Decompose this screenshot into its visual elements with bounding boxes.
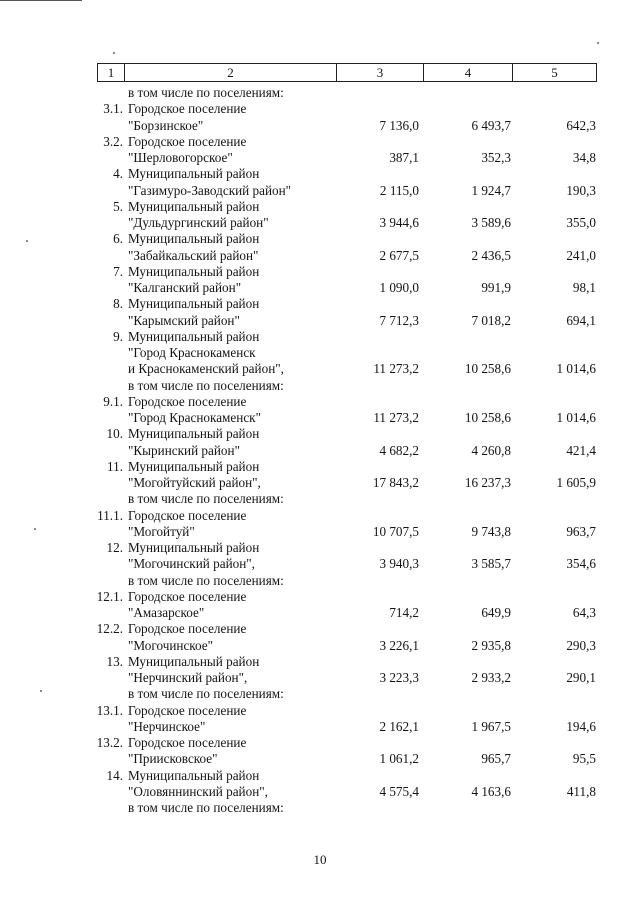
table-row bbox=[0, 638, 640, 654]
column-header-2: 2 bbox=[125, 64, 337, 81]
row-name: Муниципальный район bbox=[128, 198, 260, 214]
row-number: 13.2. bbox=[96, 735, 123, 750]
row-name: "Город Краснокаменск" bbox=[128, 410, 261, 425]
row-name: "Карымский район" bbox=[128, 312, 240, 328]
row-number: 13.1. bbox=[96, 702, 123, 718]
row-value-col3: 2 677,5 bbox=[379, 247, 419, 263]
row-name: Городское поселение bbox=[128, 588, 247, 604]
row-value-col5: 355,0 bbox=[566, 215, 596, 230]
row-value-col4: 16 237,3 bbox=[464, 475, 511, 490]
row-value-col4: 965,7 bbox=[481, 751, 511, 767]
table-row bbox=[0, 85, 640, 101]
row-name: "Могойтуй" bbox=[128, 523, 195, 539]
table-row bbox=[0, 475, 640, 491]
row-name: "Газимуро-Заводский район" bbox=[128, 182, 292, 198]
table-row bbox=[0, 621, 640, 637]
row-value-col5: 95,5 bbox=[572, 751, 596, 767]
row-value-col5: 1 605,9 bbox=[556, 475, 596, 490]
scan-speck bbox=[113, 52, 115, 54]
row-name: Муниципальный район bbox=[128, 328, 260, 344]
column-header-row bbox=[97, 63, 597, 82]
row-value-col4: 2 935,8 bbox=[471, 637, 511, 653]
row-value-col5: 34,8 bbox=[572, 150, 596, 165]
row-name: "Нерчинское" bbox=[128, 718, 206, 734]
row-name: Городское поселение bbox=[128, 621, 247, 637]
row-number: 7. bbox=[113, 263, 123, 279]
table-row bbox=[0, 703, 640, 719]
table-body bbox=[0, 85, 640, 816]
row-value-col4: 2 933,2 bbox=[471, 670, 511, 685]
table-row bbox=[0, 394, 640, 410]
table-row bbox=[0, 361, 640, 377]
table-row bbox=[0, 491, 640, 507]
row-value-col4: 352,3 bbox=[481, 150, 511, 165]
row-value-col5: 354,6 bbox=[566, 556, 596, 572]
row-number: 10. bbox=[106, 426, 123, 442]
row-name: "Забайкальский район" bbox=[128, 247, 259, 263]
row-value-col3: 17 843,2 bbox=[372, 475, 419, 490]
row-value-col5: 963,7 bbox=[566, 523, 596, 539]
row-value-col5: 694,1 bbox=[566, 312, 596, 328]
row-number: 14. bbox=[106, 767, 123, 783]
row-value-col5: 1 014,6 bbox=[556, 361, 596, 377]
table-row bbox=[0, 118, 640, 134]
row-name: Городское поселение bbox=[128, 133, 247, 149]
table-row bbox=[0, 524, 640, 540]
table-row bbox=[0, 556, 640, 572]
row-value-col5: 421,4 bbox=[566, 442, 596, 458]
row-value-col5: 1 014,6 bbox=[556, 410, 596, 425]
table-row bbox=[0, 573, 640, 589]
table-row bbox=[0, 264, 640, 280]
row-name: Муниципальный район bbox=[128, 263, 260, 279]
row-number: 12.1. bbox=[96, 588, 123, 604]
row-value-col3: 7 712,3 bbox=[379, 312, 419, 328]
table-row bbox=[0, 751, 640, 767]
row-value-col3: 1 090,0 bbox=[379, 280, 419, 295]
table-row bbox=[0, 654, 640, 670]
row-value-col3: 714,2 bbox=[389, 605, 419, 620]
row-value-col5: 290,3 bbox=[566, 637, 596, 653]
table-row bbox=[0, 605, 640, 621]
row-number: 3.1. bbox=[103, 101, 123, 117]
row-value-col4: 3 585,7 bbox=[471, 556, 511, 572]
row-name: "Калганский район" bbox=[128, 280, 242, 295]
table-row bbox=[0, 183, 640, 199]
table-row bbox=[0, 800, 640, 816]
row-name: Муниципальный район bbox=[128, 767, 260, 783]
row-value-col3: 3 226,1 bbox=[379, 637, 419, 653]
row-name: в том числе по поселениям: bbox=[128, 491, 284, 507]
table-row bbox=[0, 719, 640, 735]
row-name: Городское поселение bbox=[128, 735, 247, 750]
row-value-col5: 98,1 bbox=[572, 280, 596, 295]
row-value-col5: 411,8 bbox=[566, 783, 596, 799]
row-name: Муниципальный район bbox=[128, 231, 260, 247]
table-row bbox=[0, 329, 640, 345]
row-name: "Город Краснокаменск bbox=[128, 345, 256, 360]
table-row bbox=[0, 686, 640, 702]
row-value-col3: 3 944,6 bbox=[379, 215, 419, 230]
table-row bbox=[0, 459, 640, 475]
table-row bbox=[0, 378, 640, 394]
row-name: Муниципальный район bbox=[128, 166, 260, 182]
table-row bbox=[0, 735, 640, 751]
row-number: 4. bbox=[113, 166, 123, 182]
row-value-col3: 2 162,1 bbox=[379, 718, 419, 734]
table-row bbox=[0, 426, 640, 442]
row-value-col3: 2 115,0 bbox=[379, 182, 419, 198]
table-row bbox=[0, 410, 640, 426]
row-name: "Могочинский район", bbox=[128, 556, 255, 572]
row-name: в том числе по поселениям: bbox=[128, 85, 284, 100]
row-name: "Кыринский район" bbox=[128, 442, 240, 458]
row-name: "Могочинское" bbox=[128, 637, 214, 653]
row-name: в том числе по поселениям: bbox=[128, 377, 284, 393]
table-row bbox=[0, 150, 640, 166]
table-row bbox=[0, 589, 640, 605]
row-name: "Борзинское" bbox=[128, 117, 204, 133]
row-value-col4: 10 258,6 bbox=[464, 410, 511, 425]
row-value-col3: 3 940,3 bbox=[379, 556, 419, 572]
row-name: "Амазарское" bbox=[128, 605, 205, 620]
row-name: Муниципальный район bbox=[128, 458, 260, 474]
scan-edge-mark bbox=[0, 0, 82, 1]
table-row bbox=[0, 215, 640, 231]
row-value-col5: 241,0 bbox=[566, 247, 596, 263]
row-name: в том числе по поселениям: bbox=[128, 572, 284, 588]
row-name: "Нерчинский район", bbox=[128, 670, 248, 685]
row-value-col4: 10 258,6 bbox=[464, 361, 511, 377]
row-name: и Краснокаменский район", bbox=[128, 361, 284, 377]
table-row bbox=[0, 101, 640, 117]
table-row bbox=[0, 345, 640, 361]
column-header-3: 3 bbox=[337, 64, 424, 81]
column-header-1: 1 bbox=[98, 64, 125, 81]
row-value-col3: 387,1 bbox=[389, 150, 419, 165]
row-name: "Дульдургинский район" bbox=[128, 215, 269, 230]
table-row bbox=[0, 296, 640, 312]
row-value-col4: 3 589,6 bbox=[471, 215, 511, 230]
row-number: 6. bbox=[113, 231, 123, 247]
column-header-4: 4 bbox=[424, 64, 513, 81]
row-name: Муниципальный район bbox=[128, 653, 260, 669]
row-name: в том числе по поселениям: bbox=[128, 686, 284, 702]
row-value-col4: 1 924,7 bbox=[471, 182, 511, 198]
row-name: "Приисковское" bbox=[128, 751, 218, 767]
table-row bbox=[0, 313, 640, 329]
row-value-col4: 6 493,7 bbox=[471, 117, 511, 133]
row-number: 12.2. bbox=[96, 621, 123, 637]
row-name: Муниципальный район bbox=[128, 540, 260, 555]
row-value-col4: 2 436,5 bbox=[471, 247, 511, 263]
row-name: "Могойтуйский район", bbox=[128, 475, 261, 490]
row-value-col3: 4 682,2 bbox=[379, 442, 419, 458]
row-number: 11.1. bbox=[97, 507, 123, 523]
row-value-col4: 649,9 bbox=[481, 605, 511, 620]
row-value-col4: 991,9 bbox=[481, 280, 511, 295]
table-row bbox=[0, 784, 640, 800]
row-value-col5: 642,3 bbox=[566, 117, 596, 133]
table-row bbox=[0, 540, 640, 556]
row-name: Муниципальный район bbox=[128, 296, 260, 312]
row-name: Городское поселение bbox=[128, 507, 247, 523]
table-row bbox=[0, 670, 640, 686]
row-name: "Оловяннинский район", bbox=[128, 783, 268, 799]
table-row bbox=[0, 199, 640, 215]
row-value-col3: 11 273,2 bbox=[373, 361, 419, 377]
row-value-col4: 7 018,2 bbox=[471, 312, 511, 328]
row-value-col3: 10 707,5 bbox=[372, 523, 419, 539]
column-header-5: 5 bbox=[551, 65, 558, 80]
page-number: 10 bbox=[313, 852, 327, 867]
table-row bbox=[0, 508, 640, 524]
row-value-col3: 4 575,4 bbox=[379, 783, 419, 799]
row-number: 5. bbox=[113, 198, 123, 214]
row-name: Городское поселение bbox=[128, 101, 247, 117]
row-number: 9. bbox=[113, 328, 123, 344]
row-value-col4: 1 967,5 bbox=[471, 718, 511, 734]
table-row bbox=[0, 248, 640, 264]
table-row bbox=[0, 280, 640, 296]
row-name: "Шерловогорское" bbox=[128, 150, 233, 165]
row-value-col5: 190,3 bbox=[566, 182, 596, 198]
row-value-col5: 194,6 bbox=[566, 718, 596, 734]
row-value-col3: 7 136,0 bbox=[379, 117, 419, 133]
table-row bbox=[0, 166, 640, 182]
row-value-col3: 3 223,3 bbox=[379, 670, 419, 685]
row-number: 3.2. bbox=[103, 133, 123, 149]
table-row bbox=[0, 768, 640, 784]
row-name: Городское поселение bbox=[128, 393, 247, 409]
row-name: в том числе по поселениям: bbox=[128, 800, 284, 815]
row-number: 11. bbox=[107, 458, 123, 474]
row-value-col3: 11 273,2 bbox=[373, 410, 419, 425]
row-value-col5: 290,1 bbox=[566, 670, 596, 685]
scan-speck bbox=[597, 42, 599, 44]
row-value-col4: 4 260,8 bbox=[471, 442, 511, 458]
table-row bbox=[0, 231, 640, 247]
row-number: 9.1. bbox=[103, 393, 123, 409]
row-number: 8. bbox=[113, 296, 123, 312]
row-value-col4: 9 743,8 bbox=[471, 523, 511, 539]
row-number: 12. bbox=[106, 540, 123, 555]
table-row bbox=[0, 134, 640, 150]
row-value-col3: 1 061,2 bbox=[379, 751, 419, 767]
row-value-col4: 4 163,6 bbox=[471, 783, 511, 799]
row-value-col5: 64,3 bbox=[572, 605, 596, 620]
row-name: Муниципальный район bbox=[128, 426, 260, 442]
row-number: 13. bbox=[106, 653, 123, 669]
table-row bbox=[0, 443, 640, 459]
row-name: Городское поселение bbox=[128, 702, 247, 718]
